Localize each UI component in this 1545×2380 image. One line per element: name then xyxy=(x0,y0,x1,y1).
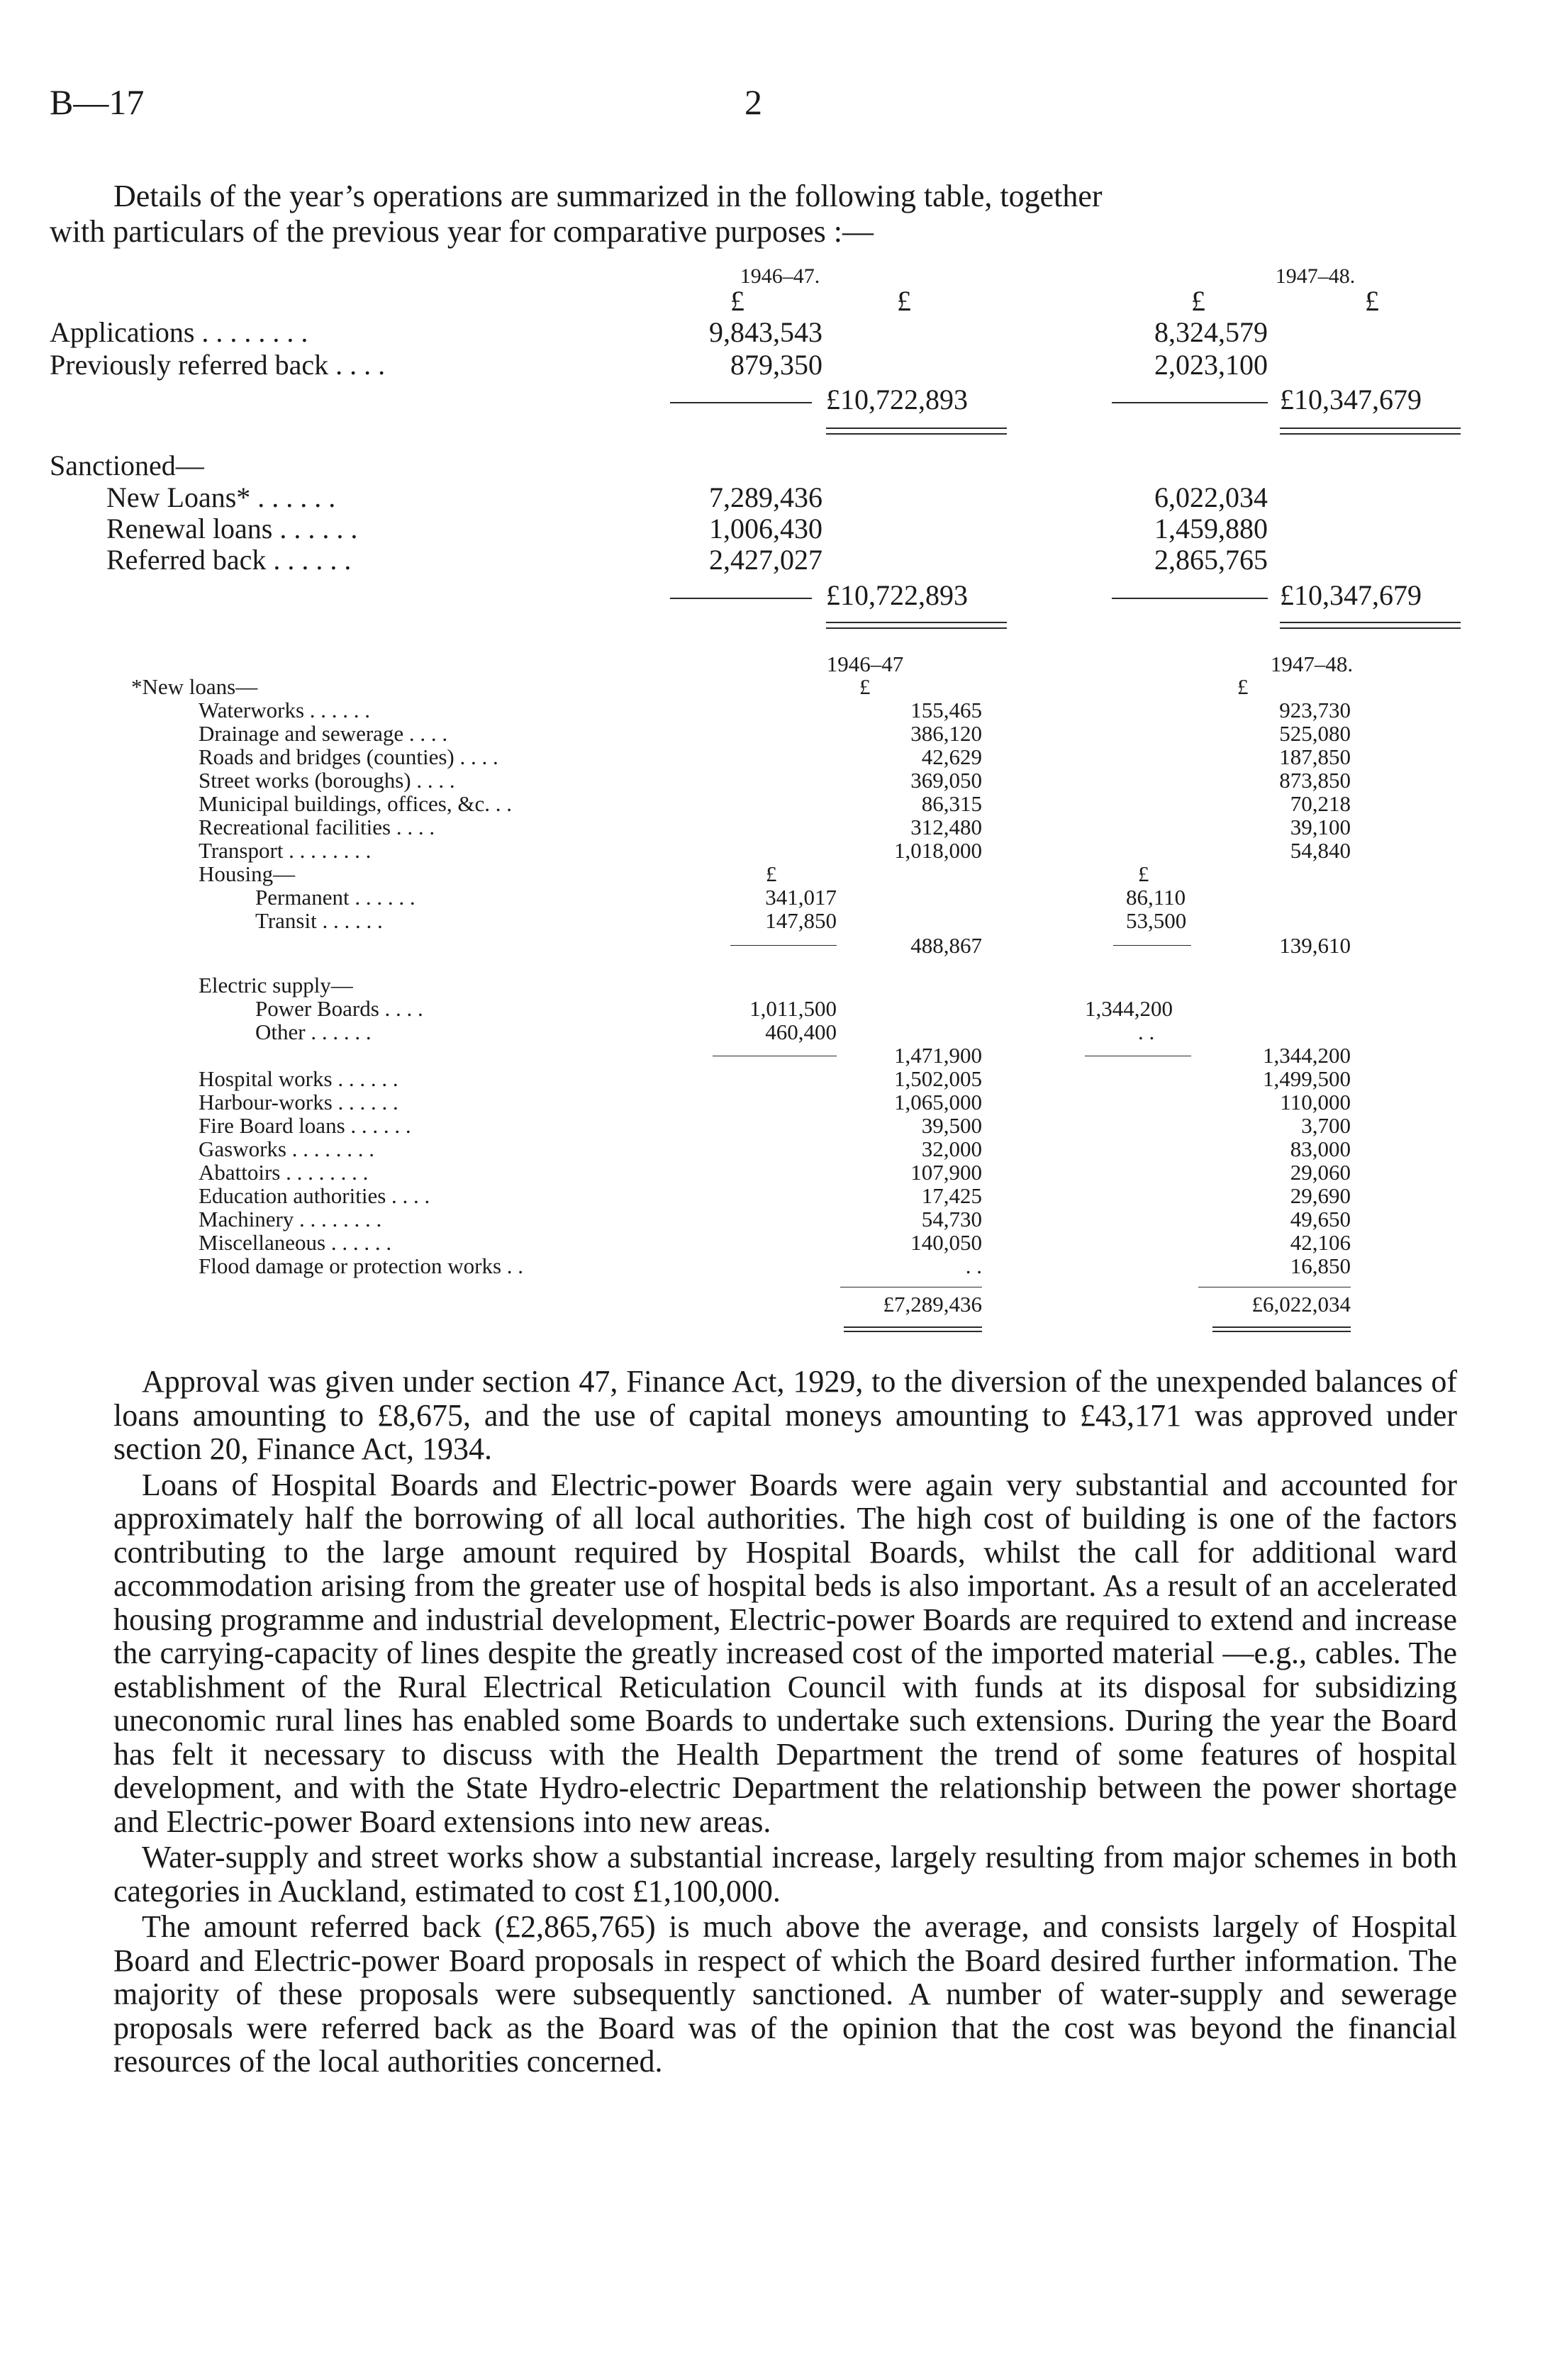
paragraph: The amount referred back (£2,865,765) is much above the average, and consists largely of Hospital Board and Electric-power Board proposals in respect of which the Board desired further information. The majority of these proposals were subsequently sanctioned. A number of water-supply and sewerage proposals were referred back as the Board was of the opinion that the cost was beyond the financial resources of the local authorities concerned. xyxy=(113,1909,1457,2079)
loan-item-label: Roads and bridges (counties) . . . . xyxy=(199,744,498,769)
loan-item-value: 17,425 xyxy=(921,1183,982,1208)
intro-line-1: Details of the year’s operations are summarized in the following table, together xyxy=(113,179,1103,213)
loan-item-value: 923,730 xyxy=(1279,698,1351,722)
housing-heading: Housing— xyxy=(199,861,296,886)
loan-item-value: 110,000 xyxy=(1280,1090,1351,1114)
loan-item-label: Miscellaneous . . . . . . xyxy=(199,1230,392,1255)
loan-item-value: 1,065,000 xyxy=(894,1090,982,1114)
currency-mark: £ xyxy=(897,285,911,317)
row-value: 879,350 xyxy=(730,349,822,381)
loan-item-label: Municipal buildings, offices, &c. . . xyxy=(199,791,512,816)
housing-value: 86,110 xyxy=(1126,885,1186,910)
summary-year-1947: 1947–48. xyxy=(1275,264,1356,288)
new-loans-year-1946: 1946–47 xyxy=(826,652,904,676)
currency-mark: £ xyxy=(1237,674,1249,699)
electric-value: 460,400 xyxy=(765,1019,837,1044)
row-value: 2,023,100 xyxy=(1154,349,1268,381)
loan-item-value: 1,018,000 xyxy=(894,838,982,863)
subtotal-rule xyxy=(1112,402,1268,403)
loan-item-label: Hospital works . . . . . . xyxy=(199,1066,398,1091)
new-loans-year-1947: 1947–48. xyxy=(1270,652,1354,676)
new-loans-grand-total: £7,289,436 xyxy=(883,1292,982,1317)
loan-item-label: Abattoirs . . . . . . . . xyxy=(199,1160,369,1185)
loan-item-label: Street works (boroughs) . . . . xyxy=(199,768,455,793)
paragraph: Approval was given under section 47, Finance Act, 1929, to the diversion of the unexpended balances of loans amounting to £8,675, and the use of capital moneys amounting to £43,171 was approved under section 20, Finance Act, 1934. xyxy=(113,1364,1457,1466)
loan-item-value: 86,315 xyxy=(921,791,982,816)
page-number: 2 xyxy=(744,82,762,122)
loan-item-value: 83,000 xyxy=(1290,1136,1351,1161)
currency-mark: £ xyxy=(766,861,777,886)
total-double-rule xyxy=(1212,1326,1351,1332)
paragraph: Loans of Hospital Boards and Electric-power Boards were again very substantial and accounted for approximately half the borrowing of all local authorities. The high cost of building is one of the factors contributing to the large amount required by Hospital Boards, whilst the call for additional ward accommodation arising from the greater use of hospital beds is also important. As a result of an accelerated housing programme and industrial development, Electric-power Boards are required to extend and increase the carrying-capacity of lines despite the greatly increased cost of the imported material —e.g., cables. The establishment of the Rural Electrical Reticulation Council with funds at its disposal for subsidizing uneconomic rural lines has enabled some Boards to undertake such extensions. During the year the Board has felt it necessary to discuss with the Health Department the trend of some features of hospital development, and with the State Hydro-electric Department the relationship between the power shortage and Electric-power Board extensions into new areas. xyxy=(113,1467,1457,1839)
loan-item-label: Harbour-works . . . . . . xyxy=(199,1090,398,1114)
loan-item-value: 369,050 xyxy=(910,768,982,793)
housing-total: 139,610 xyxy=(1279,933,1351,958)
total-double-rule xyxy=(826,622,1007,629)
loan-item-label: Drainage and sewerage . . . . xyxy=(199,721,448,746)
electric-total: 1,344,200 xyxy=(1263,1043,1351,1068)
row-label: Applications . . . . . . . . xyxy=(50,316,308,348)
loan-item-value: 1,499,500 xyxy=(1263,1066,1351,1091)
loan-item-value: 29,060 xyxy=(1290,1160,1351,1185)
loan-item-value: 1,502,005 xyxy=(894,1066,982,1091)
document-code: B—17 xyxy=(50,82,145,122)
row-label: Renewal loans . . . . . . xyxy=(106,513,358,544)
sanctioned-heading: Sanctioned— xyxy=(50,449,204,481)
row-value: 2,427,027 xyxy=(709,544,822,576)
summary-year-1946: 1946–47. xyxy=(740,264,820,288)
loan-item-value: . . xyxy=(965,1253,982,1278)
row-value: 8,324,579 xyxy=(1154,316,1268,348)
electric-value: 1,011,500 xyxy=(749,996,837,1021)
total-double-rule xyxy=(1280,622,1461,629)
housing-value: 341,017 xyxy=(765,885,837,910)
loan-item-label: Fire Board loans . . . . . . xyxy=(199,1113,411,1138)
loan-item-value: 312,480 xyxy=(910,815,982,839)
new-loans-grand-total: £6,022,034 xyxy=(1251,1292,1351,1317)
electric-value: 1,344,200 xyxy=(1085,996,1173,1021)
row-value: 1,459,880 xyxy=(1154,513,1268,544)
loan-item-label: Gasworks . . . . . . . . xyxy=(199,1136,374,1161)
body-text xyxy=(113,1365,1457,2079)
summary-total: £10,722,893 xyxy=(826,384,968,415)
row-value: 9,843,543 xyxy=(709,316,822,348)
row-value: 1,006,430 xyxy=(709,513,822,544)
row-value: 6,022,034 xyxy=(1154,481,1268,513)
loan-item-label: Machinery . . . . . . . . xyxy=(199,1207,382,1231)
loan-item-value: 39,100 xyxy=(1290,815,1351,839)
loan-item-value: 42,106 xyxy=(1290,1230,1351,1255)
loan-item-value: 525,080 xyxy=(1279,721,1351,746)
loan-item-value: 3,700 xyxy=(1301,1113,1351,1138)
summary-total: £10,347,679 xyxy=(1280,384,1422,415)
electric-total: 1,471,900 xyxy=(894,1043,982,1068)
loan-item-value: 187,850 xyxy=(1279,744,1351,769)
total-double-rule xyxy=(1280,428,1461,435)
housing-label: Permanent . . . . . . xyxy=(255,885,415,910)
housing-value: 147,850 xyxy=(765,908,837,933)
loan-item-label: Education authorities . . . . xyxy=(199,1183,430,1208)
row-label: New Loans* . . . . . . xyxy=(106,481,336,513)
loan-item-value: 32,000 xyxy=(921,1136,982,1161)
row-value: 2,865,765 xyxy=(1154,544,1268,576)
currency-mark: £ xyxy=(1138,861,1149,886)
intro-line-2: with particulars of the previous year for comparative purposes :— xyxy=(50,214,874,249)
loan-item-value: 873,850 xyxy=(1279,768,1351,793)
loan-item-value: 16,850 xyxy=(1290,1253,1351,1278)
summary-total: £10,722,893 xyxy=(826,579,968,611)
row-value: 7,289,436 xyxy=(709,481,822,513)
summary-total: £10,347,679 xyxy=(1280,579,1422,611)
housing-value: 53,500 xyxy=(1126,908,1187,933)
loan-item-value: 386,120 xyxy=(910,721,982,746)
housing-total: 488,867 xyxy=(910,933,982,958)
currency-mark: £ xyxy=(730,285,744,317)
loan-item-value: 42,629 xyxy=(921,744,982,769)
currency-mark: £ xyxy=(1365,285,1379,317)
loan-item-value: 49,650 xyxy=(1290,1207,1351,1231)
loan-item-value: 54,730 xyxy=(921,1207,982,1231)
currency-mark: £ xyxy=(1191,285,1205,317)
electric-label: Power Boards . . . . xyxy=(255,996,423,1021)
housing-label: Transit . . . . . . xyxy=(255,908,383,933)
loan-item-value: 155,465 xyxy=(910,698,982,722)
electric-heading: Electric supply— xyxy=(199,973,353,998)
loan-item-value: 29,690 xyxy=(1290,1183,1351,1208)
loan-item-value: 54,840 xyxy=(1290,838,1351,863)
subtotal-rule xyxy=(670,598,812,599)
loan-item-label: Recreational facilities . . . . xyxy=(199,815,435,839)
paragraph: Water-supply and street works show a substantial increase, largely resulting from major schemes in both categories in Auckland, estimated to cost £1,100,000. xyxy=(113,1840,1457,1909)
loan-item-label: Waterworks . . . . . . xyxy=(199,698,371,722)
loan-item-value: 140,050 xyxy=(910,1230,982,1255)
loan-item-value: 107,900 xyxy=(910,1160,982,1185)
loan-item-value: 70,218 xyxy=(1290,791,1351,816)
row-label: Referred back . . . . . . xyxy=(106,544,352,576)
currency-mark: £ xyxy=(859,674,871,699)
total-double-rule xyxy=(844,1326,982,1332)
electric-label: Other . . . . . . xyxy=(255,1019,372,1044)
loan-item-value: 39,500 xyxy=(921,1113,982,1138)
subtotal-rule xyxy=(670,402,812,403)
subtotal-rule xyxy=(1112,598,1268,599)
electric-value: . . xyxy=(1138,1019,1155,1044)
new-loans-heading: *New loans— xyxy=(131,674,258,699)
total-double-rule xyxy=(826,428,1007,435)
loan-item-label: Transport . . . . . . . . xyxy=(199,838,372,863)
loan-item-label: Flood damage or protection works . . xyxy=(199,1253,524,1278)
row-label: Previously referred back . . . . xyxy=(50,349,386,381)
